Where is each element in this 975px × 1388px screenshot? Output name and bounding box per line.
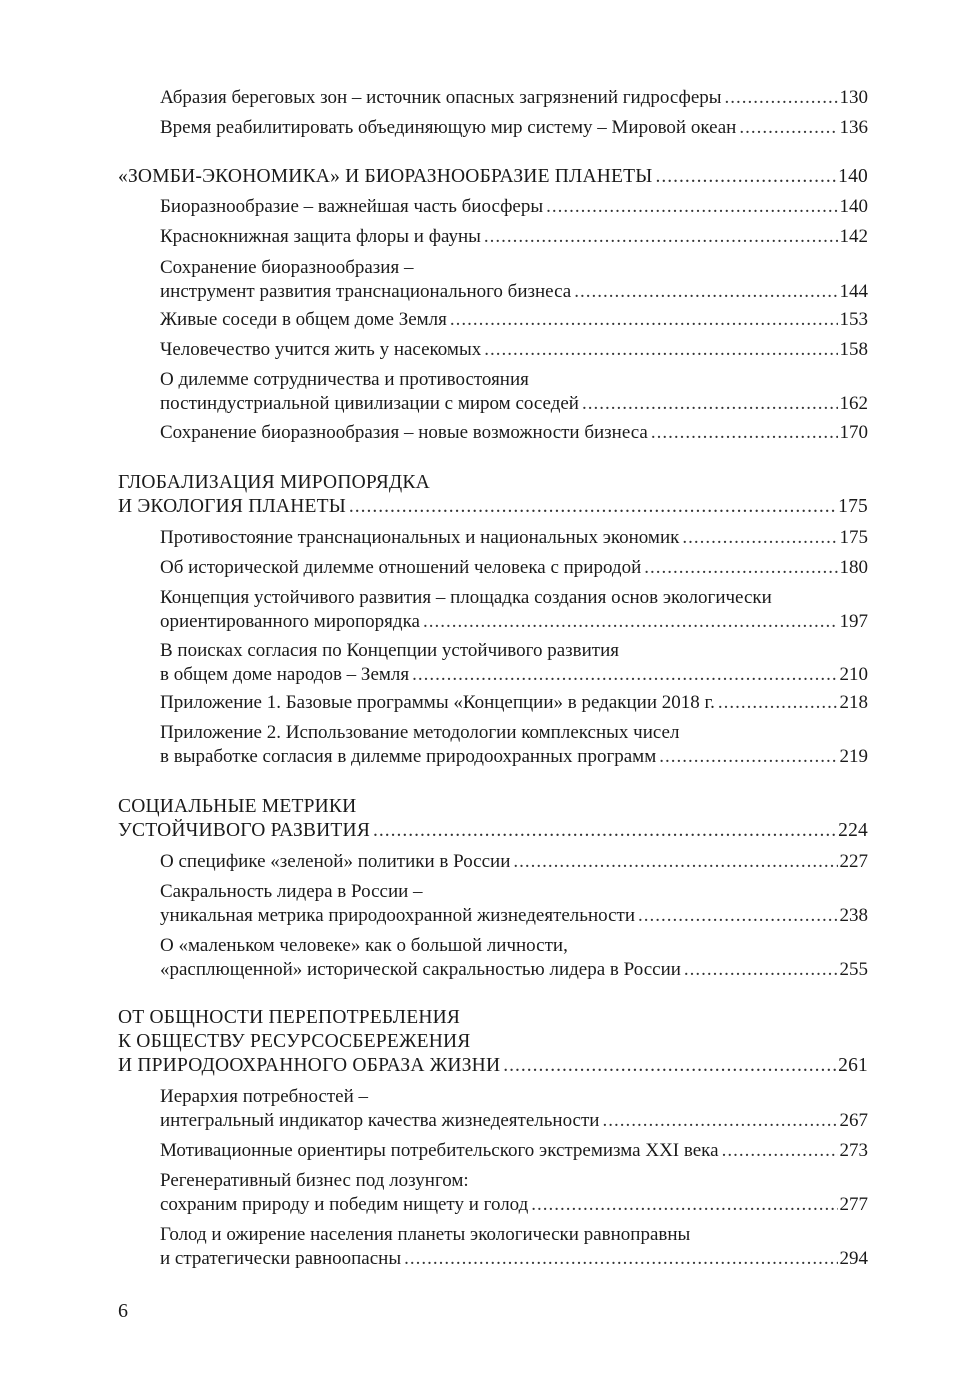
- toc-section-entry: [160, 556, 868, 580]
- toc-section-entry: [160, 691, 868, 715]
- entry-title-line: инструмент развития транснационального бизнеса: [160, 280, 574, 304]
- dot-leader: [349, 495, 836, 519]
- entry-title-line: И ЭКОЛОГИЯ ПЛАНЕТЫ: [118, 495, 349, 519]
- toc-section-entry: [160, 1169, 868, 1217]
- entry-title-line: Человечество учится жить у насекомых: [160, 338, 484, 362]
- entry-title-line: Об исторической дилемме отношений человека с природой: [160, 556, 644, 580]
- entry-page-number: 238: [839, 905, 868, 926]
- entry-page-number: 197: [839, 611, 868, 632]
- entry-page-number: 140: [839, 196, 868, 217]
- entry-title-line: Сакральность лидера в России –: [160, 881, 423, 902]
- dot-leader: [638, 904, 838, 928]
- entry-row: [160, 1247, 868, 1271]
- toc-section-entry: [160, 308, 868, 332]
- entry-row: [118, 1054, 868, 1078]
- entry-row: [160, 958, 868, 982]
- dot-leader: [373, 819, 836, 843]
- entry-row: [160, 1109, 868, 1133]
- entry-row: [118, 819, 868, 843]
- dot-leader: [546, 195, 837, 219]
- dot-leader: [484, 225, 838, 249]
- entry-row: [160, 421, 868, 445]
- entry-title-line: Мотивационные ориентиры потребительского экстремизма XXI века: [160, 1139, 722, 1163]
- entry-row: [160, 338, 868, 362]
- entry-title-line: О специфике «зеленой» политики в России: [160, 850, 513, 874]
- dot-leader: [659, 745, 837, 769]
- entry-page-number: 267: [839, 1110, 868, 1131]
- dot-leader: [651, 421, 838, 445]
- entry-title-line: ГЛОБАЛИЗАЦИЯ МИРОПОРЯДКА: [118, 472, 430, 493]
- entry-title-line: Регенеративный бизнес под лозунгом:: [160, 1170, 469, 1191]
- dot-leader: [450, 308, 838, 332]
- entry-title-line: Абразия береговых зон – источник опасных загрязнений гидросферы: [160, 86, 725, 110]
- toc-section-entry: [160, 368, 868, 416]
- toc-section-entry: [160, 721, 868, 769]
- entry-row: [160, 610, 868, 634]
- entry-title-line: В поисках согласия по Концепции устойчивого развития: [160, 640, 619, 661]
- dot-leader: [644, 556, 837, 580]
- entry-title-line: О «маленьком человеке» как о большой личности,: [160, 935, 568, 956]
- toc-chapter-entry: [118, 795, 868, 843]
- toc-section-entry: [160, 586, 868, 634]
- entry-page-number: 140: [838, 166, 868, 187]
- toc-section-entry: [160, 338, 868, 362]
- entry-page-number: 210: [839, 664, 868, 685]
- entry-page-number: 218: [839, 692, 868, 713]
- entry-title-line: Время реабилитировать объединяющую мир систему – Мировой океан: [160, 116, 739, 140]
- dot-leader: [574, 280, 837, 304]
- entry-page-number: 175: [838, 496, 868, 517]
- entry-page-number: 224: [838, 820, 868, 841]
- entry-row: [160, 663, 868, 687]
- dot-leader: [582, 392, 838, 416]
- entry-row: [160, 392, 868, 416]
- entry-row: [160, 526, 868, 550]
- entry-row: [160, 116, 868, 140]
- toc-chapter-entry: [118, 165, 868, 189]
- entry-row: [118, 165, 868, 189]
- entry-title-line: ОТ ОБЩНОСТИ ПЕРЕПОТРЕБЛЕНИЯ: [118, 1007, 461, 1028]
- toc-chapter-entry: [118, 1006, 868, 1078]
- entry-title-line: Краснокнижная защита флоры и фауны: [160, 225, 484, 249]
- entry-page-number: 180: [839, 557, 868, 578]
- entry-page-number: 219: [839, 746, 868, 767]
- entry-title-line: Сохранение биоразнообразия – новые возможности бизнеса: [160, 421, 651, 445]
- page-number: 6: [118, 1300, 128, 1322]
- entry-title-line: Живые соседи в общем доме Земля: [160, 308, 450, 332]
- dot-leader: [513, 850, 837, 874]
- entry-row: [160, 850, 868, 874]
- toc-section-entry: [160, 526, 868, 550]
- entry-title-line: постиндустриальной цивилизации с миром соседей: [160, 392, 582, 416]
- dot-leader: [739, 116, 837, 140]
- entry-row: [160, 308, 868, 332]
- entry-page-number: 170: [839, 422, 868, 443]
- toc-chapter-entry: [118, 471, 868, 519]
- entry-title-line: «расплющенной» исторической сакральностью лидера в России: [160, 958, 684, 982]
- toc-section-entry: [160, 934, 868, 982]
- entry-title-line: Сохранение биоразнообразия –: [160, 257, 414, 278]
- entry-title-line: К ОБЩЕСТВУ РЕСУРСОСБЕРЕЖЕНИЯ: [118, 1031, 471, 1052]
- entry-title-line: в общем доме народов – Земля: [160, 663, 412, 687]
- dot-leader: [725, 86, 838, 110]
- entry-row: [118, 495, 868, 519]
- dot-leader: [503, 1054, 836, 1078]
- entry-page-number: 142: [839, 226, 868, 247]
- entry-title-line: Биоразнообразие – важнейшая часть биосферы: [160, 195, 546, 219]
- entry-page-number: 158: [839, 339, 868, 360]
- entry-page-number: 144: [839, 281, 868, 302]
- entry-row: [160, 904, 868, 928]
- entry-row: [160, 225, 868, 249]
- entry-row: [160, 691, 868, 715]
- dot-leader: [412, 663, 837, 687]
- dot-leader: [423, 610, 838, 634]
- entry-page-number: 273: [839, 1140, 868, 1161]
- entry-row: [160, 1139, 868, 1163]
- dot-leader: [531, 1193, 837, 1217]
- toc-section-entry: [160, 1085, 868, 1133]
- entry-page-number: 294: [839, 1248, 868, 1269]
- entry-page-number: 153: [839, 309, 868, 330]
- entry-row: [160, 745, 868, 769]
- entry-title-line: уникальная метрика природоохранной жизнедеятельности: [160, 904, 638, 928]
- entry-page-number: 162: [839, 393, 868, 414]
- dot-leader: [682, 526, 837, 550]
- entry-title-line: интегральный индикатор качества жизнедеятельности: [160, 1109, 602, 1133]
- entry-page-number: 136: [839, 117, 868, 138]
- entry-title-line: И ПРИРОДООХРАННОГО ОБРАЗА ЖИЗНИ: [118, 1054, 503, 1078]
- toc-section-entry: [160, 225, 868, 249]
- entry-page-number: 227: [839, 851, 868, 872]
- toc-section-entry: [160, 86, 868, 110]
- entry-title-line: УСТОЙЧИВОГО РАЗВИТИЯ: [118, 819, 373, 843]
- dot-leader: [484, 338, 837, 362]
- entry-title-line: в выработке согласия в дилемме природоохранных программ: [160, 745, 659, 769]
- entry-row: [160, 556, 868, 580]
- dot-leader: [722, 1139, 838, 1163]
- entry-title-line: «ЗОМБИ-ЭКОНОМИКА» И БИОРАЗНООБРАЗИЕ ПЛАНЕТЫ: [118, 165, 655, 189]
- entry-row: [160, 280, 868, 304]
- entry-title-line: Приложение 2. Использование методологии комплексных чисел: [160, 722, 680, 743]
- toc-section-entry: [160, 195, 868, 219]
- toc-section-entry: [160, 116, 868, 140]
- entry-page-number: 175: [839, 527, 868, 548]
- entry-row: [160, 86, 868, 110]
- entry-title-line: Приложение 1. Базовые программы «Концепции» в редакции 2018 г.: [160, 691, 718, 715]
- entry-title-line: О дилемме сотрудничества и противостояния: [160, 369, 529, 390]
- entry-page-number: 130: [839, 87, 868, 108]
- entry-page-number: 277: [839, 1194, 868, 1215]
- entry-row: [160, 1193, 868, 1217]
- toc-section-entry: [160, 421, 868, 445]
- toc-section-entry: [160, 1223, 868, 1271]
- entry-title-line: Иерархия потребностей –: [160, 1086, 369, 1107]
- entry-title-line: и стратегически равноопасны: [160, 1247, 404, 1271]
- dot-leader: [404, 1247, 837, 1271]
- entry-page-number: 261: [838, 1055, 868, 1076]
- toc-section-entry: [160, 880, 868, 928]
- dot-leader: [602, 1109, 837, 1133]
- entry-title-line: Концепция устойчивого развития – площадка создания основ экологически: [160, 587, 772, 608]
- dot-leader: [655, 165, 836, 189]
- dot-leader: [684, 958, 838, 982]
- toc-section-entry: [160, 1139, 868, 1163]
- entry-row: [160, 195, 868, 219]
- entry-title-line: ориентированного миропорядка: [160, 610, 423, 634]
- toc-section-entry: [160, 639, 868, 687]
- entry-page-number: 255: [839, 959, 868, 980]
- entry-title-line: сохраним природу и победим нищету и голод: [160, 1193, 531, 1217]
- entry-title-line: Противостояние транснациональных и национальных экономик: [160, 526, 682, 550]
- toc-section-entry: [160, 256, 868, 304]
- entry-title-line: Голод и ожирение населения планеты экологически равноправны: [160, 1224, 691, 1245]
- entry-title-line: СОЦИАЛЬНЫЕ МЕТРИКИ: [118, 796, 357, 817]
- dot-leader: [718, 691, 838, 715]
- toc-section-entry: [160, 850, 868, 874]
